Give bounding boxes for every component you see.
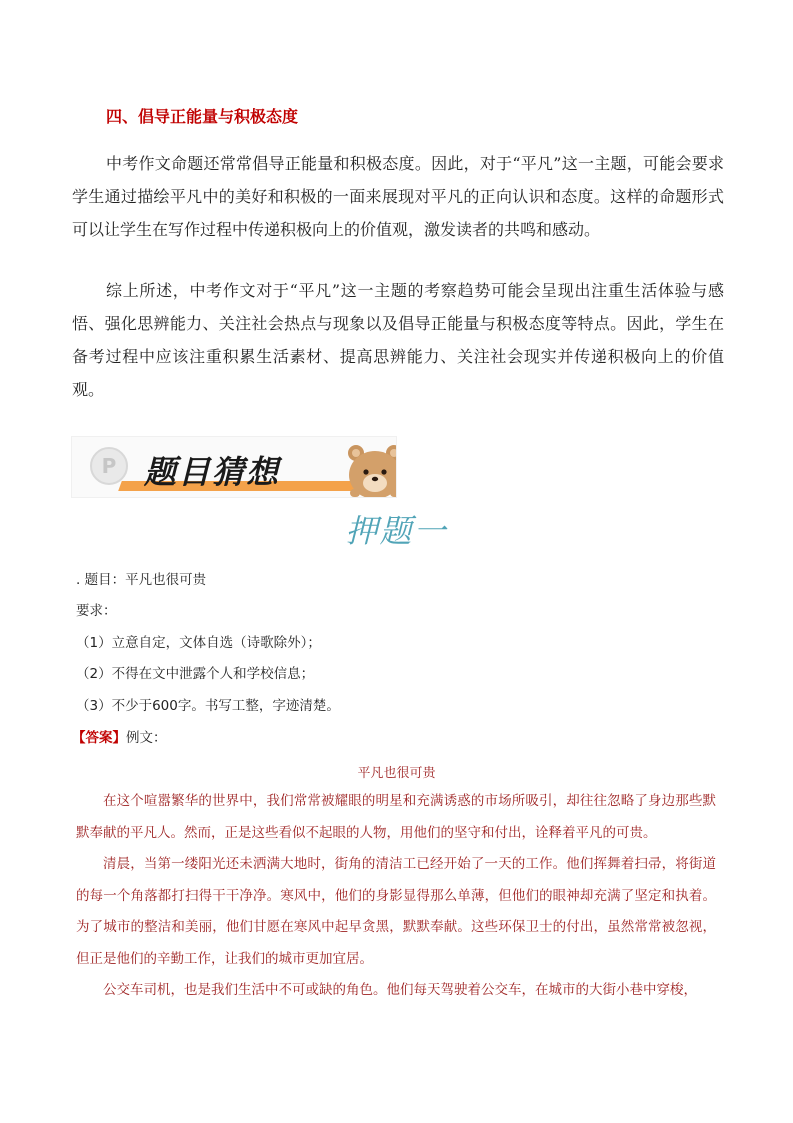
answer-label: 例文：	[126, 730, 167, 746]
body-paragraph: 中考作文命题还常常倡导正能量和积极态度。因此，对于“平凡”这一主题，可能会要求学生通过描绘平凡中的美好和积极的一面来展现对平凡的正向认识和态度。这样的命题形式可以让学生在写作过程中传递积极向上的价值观，激发读者的共鸣和感动。	[72, 154, 724, 239]
bear-mascot-icon	[344, 439, 397, 497]
summary-paragraph: 综上所述，中考作文对于“平凡”这一主题的考察趋势可能会呈现出注重生活体验与感悟、强化思辨能力、关注社会热点与现象以及倡导正能量与积极态度等特点。因此，学生在备考过程中应该注重积累生活素材、提高思辨能力、关注社会现实并传递积极向上的价值观。	[72, 281, 724, 399]
answer-tag: 【答案】	[72, 730, 126, 746]
topic-guess-banner	[71, 436, 397, 498]
question-topic: . 题目：平凡也很可贵	[76, 572, 207, 588]
push-question-title: 押题一	[345, 512, 448, 550]
essay-paragraph: 清晨，当第一缕阳光还未洒满大地时，街角的清洁工已经开始了一天的工作。他们挥舞着扫帚，将街道的每一个角落都打扫得干干净净。寒风中，他们的身影显得那么单薄，但他们的眼神却充满了坚定和执着。为了城市的整洁和美丽，他们甘愿在寒风中起早贪黑，默默奉献。这些环保卫士的付出，虽然常常被忽视，但正是他们的辛勤工作，让我们的城市更加宜居。	[76, 856, 716, 967]
requirement-item: （1）立意自定，文体自选（诗歌除外）；	[76, 635, 321, 651]
requirement-item: （2）不得在文中泄露个人和学校信息；	[76, 666, 315, 682]
essay-paragraph: 在这个喧嚣繁华的世界中，我们常常被耀眼的明星和充满诱惑的市场所吸引，却往往忽略了身边那些默默奉献的平凡人。然而，正是这些看似不起眼的人物，用他们的坚守和付出，诠释着平凡的可贵。	[76, 793, 716, 841]
requirements-label: 要求：	[76, 603, 117, 619]
requirement-item: （3）不少于600字。书写工整，字迹清楚。	[76, 698, 340, 714]
essay-title: 平凡也很可贵	[357, 766, 436, 781]
section-heading: 四、倡导正能量与积极态度	[106, 107, 299, 126]
answer-line	[72, 726, 167, 746]
essay-paragraph: 公交车司机，也是我们生活中不可或缺的角色。他们每天驾驶着公交车，在城市的大街小巷中穿梭，	[103, 982, 697, 998]
p-logo-icon: P	[90, 447, 128, 485]
banner-title: 题目猜想	[144, 453, 281, 491]
